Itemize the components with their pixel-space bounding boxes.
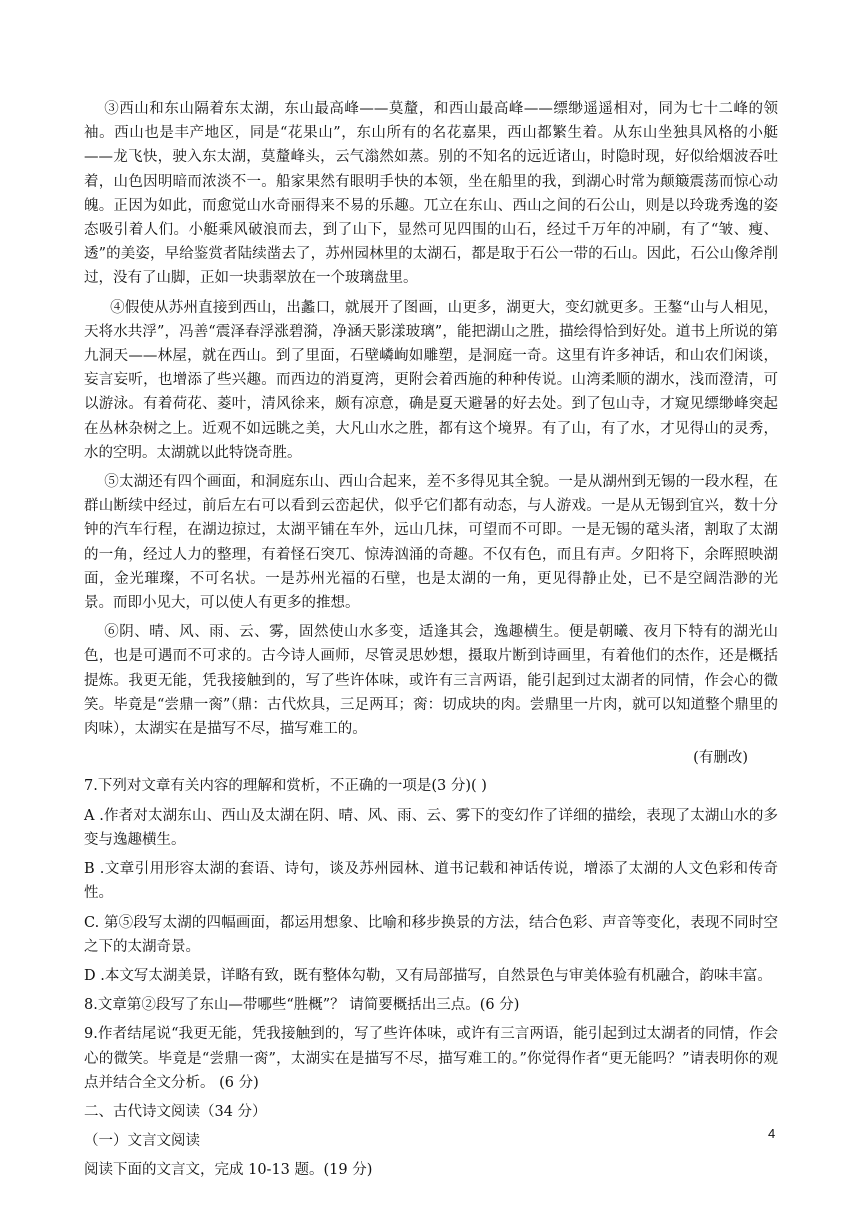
- page-number: 4: [768, 1126, 776, 1141]
- article-paragraph-6: ⑥阴、晴、风、雨、云、雾，固然使山水多变，适逢其会，逸趣横生。便是朝曦、夜月下特有的湖光山色，也是可遇而不可求的。古今诗人画师，尽管灵思妙想，摄取片断到诗画里，有着他们的杰作，还是概括提炼。我更无能，凭我接触到的，写了些许体味，或许有三言两语，能引起到过太湖者的同情，作会心的微笑。毕竟是“尝鼎一脔”（鼎：古代炊具，三足两耳；脔：切成块的肉。尝鼎里一片肉，就可以知道整个鼎里的肉味），太湖实在是描写不尽，描写难工的。: [84, 624, 778, 738]
- question-7-option-d: D .本文写太湖美景，详略有致，既有整体勾勒，又有局部描写，自然景色与审美体验有机融合，韵味丰富。: [84, 967, 772, 984]
- question-7-stem: 7.下列对文章有关内容的理解和赏析，不正确的一项是(3 分)( ): [84, 778, 487, 795]
- article-paragraph-5: ⑤太湖还有四个画面，和洞庭东山、西山合起来，差不多得见其全貌。一是从湖州到无锡的一段水程，在群山断续中经过，前后左右可以看到云峦起伏，似乎它们都有动态，与人游戏。一是从无锡到宜兴，数十分钟的汽车行程，在湖边掠过，太湖平铺在车外，远山几抹，可望而不可即。一是无锡的鼋头渚，割取了太湖的一角，经过人力的整理，有着怪石突兀、惊涛汹涌的奇趣。不仅有色，而且有声。夕阳将下，余晖照映湖面，金光璀璨，不可名状。一是苏州光福的石壁，也是太湖的一角，更见得静止处，已不是空阔浩渺的光景。而即小见大，可以使人有更多的推想。: [84, 474, 778, 612]
- article-paragraph-4: ④假使从苏州直接到西山，出蠡口，就展开了图画，山更多，湖更大，变幻就更多。王鏊“山与人相见，天将水共浮”，冯善“震泽春浮涨碧漪，净涵天影漾玻璃”，能把湖山之胜，描绘得恰到好处。道书上所说的第九洞天——林屋，就在西山。到了里面，石壁嶙峋如雕塑，是洞庭一奇。这里有许多神话，和山农们闲谈，妄言妄听，也增添了些兴趣。而西边的消夏湾，更附会着西施的种种传说。山湾柔顺的湖水，浅而澄清，可以游泳。有着荷花、菱叶，清风徐来，颇有凉意，确是夏天避暑的好去处。到了包山寺，才窥见缥缈峰突起在丛林杂树之上。近观不如远眺之美，大凡山水之胜，都有这个境界。有了山，有了水，才见得山的灵秀，水的空明。太湖就以此特饶奇胜。: [84, 299, 778, 461]
- question-7-option-b: B .文章引用形容太湖的套语、诗句，谈及苏州园林、道书记载和神话传说，增添了太湖的人文色彩和传奇性。: [84, 861, 778, 902]
- article-paragraph-3: ③西山和东山隔着东太湖，东山最高峰——莫釐，和西山最高峰——缥缈遥遥相对，同为七十二峰的领袖。西山也是丰产地区，同是“花果山”，东山所有的名花嘉果，西山都繁生着。从东山坐独具风格的小艇——龙飞快，驶入东太湖，莫釐峰头，云气滃然如蒸。别的不知名的远近诸山，时隐时现，好似给烟波吞吐着，山色因明暗而浓淡不一。船家果然有眼明手快的本领，坐在船里的我，到湖心时常为颠簸震荡而惊心动魄。正因为如此，而愈觉山水奇丽得来不易的乐趣。兀立在东山、西山之间的石公山，则是以玲珑秀逸的姿态吸引着人们。小艇乘风破浪而去，到了山下，显然可见四围的山石，经过千万年的冲刷，有了“皱、瘦、透”的美姿，早给鉴赏者陆续凿去了，苏州园林里的太湖石，都是取于石公一带的石山。因此，石公山像斧削过，没有了山脚，正如一块翡翠放在一个玻璃盘里。: [84, 101, 778, 287]
- question-8: 8.文章第②段写了东山—带哪些“胜概”？ 请简要概括出三点。(6 分): [84, 997, 520, 1014]
- section-2-instruction: 阅读下面的文言文，完成 10-13 题。(19 分): [84, 1162, 373, 1179]
- section-2-title: 二、古代诗文阅读（34 分）: [84, 1103, 267, 1120]
- section-2-subtitle: （一）文言文阅读: [84, 1133, 200, 1150]
- page-content: [84, 97, 778, 1188]
- question-9: 9.作者结尾说“我更无能，凭我接触到的，写了些许体味，或许有三言两语，能引起到过太湖者的同情，作会心的微笑。毕竟是“尝鼎一脔”，太湖实在是描写不尽，描写难工的。”你觉得作者“更无能吗？”请表明你的观点并结合全文分析。 (6 分): [84, 1026, 778, 1091]
- question-7-option-c: C. 第⑤段写太湖的四幅画面，都运用想象、比喻和移步换景的方法，结合色彩、声音等变化，表现不同时空之下的太湖奇景。: [84, 914, 778, 955]
- source-note: (有删改): [693, 750, 748, 767]
- question-7-option-a: A .作者对太湖东山、西山及太湖在阴、晴、风、雨、云、雾下的变幻作了详细的描绘，表现了太湖山水的多变与逸趣横生。: [84, 807, 778, 848]
